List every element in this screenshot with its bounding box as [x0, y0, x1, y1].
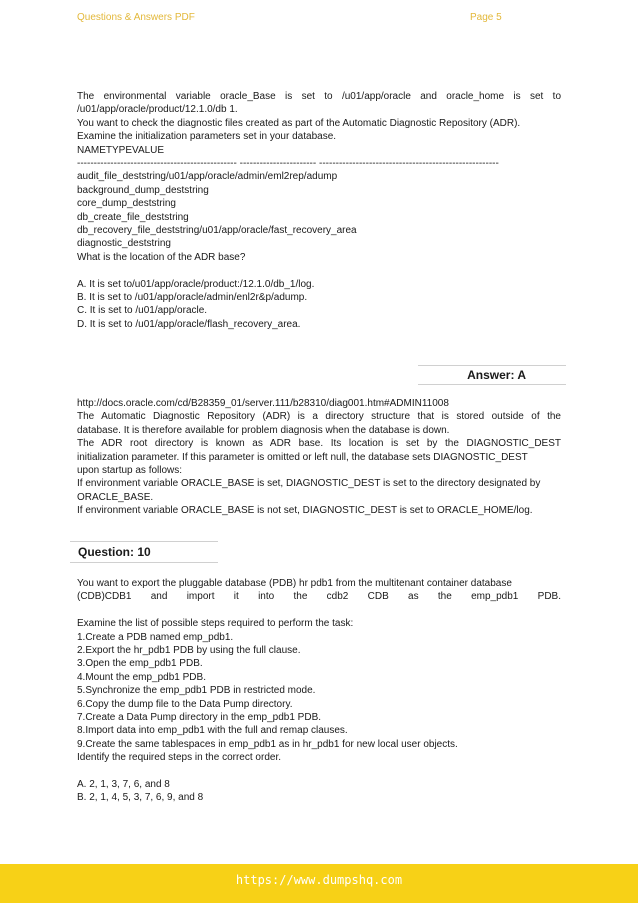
- question-text-line: (CDB)CDB1 and import it into the cdb2 CDB as the emp_pdb1 PDB.: [77, 591, 561, 603]
- step-item: 5.Synchronize the emp_pdb1 PDB in restricted mode.: [77, 685, 316, 697]
- question-10-heading-box: [70, 541, 218, 563]
- step-item: 6.Copy the dump file to the Data Pump directory.: [77, 698, 293, 710]
- question-prompt: What is the location of the ADR base?: [77, 251, 246, 263]
- step-item: 4.Mount the emp_pdb1 PDB.: [77, 671, 206, 683]
- option-c: C. It is set to /u01/app/oracle.: [77, 305, 208, 317]
- explanation-line: If environment variable ORACLE_BASE is set, DIAGNOSTIC_DEST is set to the directory designated by: [77, 478, 541, 490]
- table-row: diagnostic_deststring: [77, 238, 171, 250]
- step-item: 1.Create a PDB named emp_pdb1.: [77, 631, 234, 643]
- explanation-line: The ADR root directory is known as ADR base. Its location is set by the DIAGNOSTIC_DEST: [77, 438, 561, 450]
- footer-bar: [0, 864, 638, 903]
- step-item: 9.Create the same tablespaces in emp_pdb1 as in hr_pdb1 for new local user objects.: [77, 738, 458, 750]
- question-9-body: [77, 90, 561, 331]
- answer-label: Answer: A: [467, 368, 526, 382]
- table-row: core_dump_deststring: [77, 198, 176, 210]
- table-row: db_recovery_file_deststring/u01/app/oracle/fast_recovery_area: [77, 225, 357, 237]
- footer-link[interactable]: https://www.dumpshq.com: [235, 873, 403, 887]
- page-number: Page 5: [470, 12, 502, 23]
- step-item: 2.Export the hr_pdb1 PDB by using the full clause.: [77, 645, 301, 657]
- table-row: audit_file_deststring/u01/app/oracle/admin/eml2rep/adump: [77, 171, 338, 183]
- question-text-line: Examine the initialization parameters set in your database.: [77, 131, 337, 143]
- question-text-line: /u01/app/oracle/product/12.1.0/db 1.: [77, 104, 238, 116]
- option-b: B. It is set to /u01/app/oracle/admin/enl2r&p/adump.: [77, 292, 308, 304]
- explanation-body: [77, 397, 561, 518]
- option-b: B. 2, 1, 4, 5, 3, 7, 6, 9, and 8: [77, 792, 204, 804]
- question-prompt: Identify the required steps in the correct order.: [77, 752, 281, 764]
- explanation-line: ORACLE_BASE.: [77, 491, 154, 503]
- explanation-line: upon startup as follows:: [77, 465, 183, 477]
- table-separator: ------------------------------------------------ ----------------------- ------------------------------------------------------: [77, 158, 499, 170]
- option-a: A. It is set to/u01/app/oracle/product:/12.1.0/db_1/log.: [77, 278, 315, 290]
- question-10-body: [77, 577, 561, 805]
- question-text-line: You want to check the diagnostic files created as part of the Automatic Diagnostic Repository (ADR).: [77, 117, 521, 129]
- table-row: db_create_file_deststring: [77, 211, 189, 223]
- table-header: NAMETYPEVALUE: [77, 144, 165, 156]
- explanation-line: The Automatic Diagnostic Repository (ADR) is a directory structure that is stored outside of the: [77, 411, 561, 423]
- reference-link: http://docs.oracle.com/cd/B28359_01/server.111/b28310/diag001.htm#ADMIN11008: [77, 398, 449, 409]
- step-item: 8.Import data into emp_pdb1 with the full and remap clauses.: [77, 725, 348, 737]
- question-text-line: You want to export the pluggable database (PDB) hr pdb1 from the multitenant container database: [77, 578, 512, 589]
- table-row: background_dump_deststring: [77, 184, 209, 196]
- option-d: D. It is set to /u01/app/oracle/flash_recovery_area.: [77, 318, 301, 330]
- explanation-line: database. It is therefore available for problem diagnosis when the database is down.: [77, 424, 450, 436]
- question-heading: Question: 10: [78, 545, 151, 559]
- question-text-line: Examine the list of possible steps required to perform the task:: [77, 618, 354, 630]
- answer-box: [418, 365, 566, 385]
- explanation-line: initialization parameter. If this parameter is omitted or left null, the database sets DIAGNOSTIC_DEST: [77, 451, 528, 463]
- explanation-line: If environment variable ORACLE_BASE is not set, DIAGNOSTIC_DEST is set to ORACLE_HOME/log.: [77, 505, 533, 517]
- header-title: Questions & Answers PDF: [77, 12, 195, 23]
- step-item: 7.Create a Data Pump directory in the emp_pdb1 PDB.: [77, 712, 322, 724]
- option-a: A. 2, 1, 3, 7, 6, and 8: [77, 779, 170, 791]
- step-item: 3.Open the emp_pdb1 PDB.: [77, 658, 203, 670]
- question-text-line: The environmental variable oracle_Base is set to /u01/app/oracle and oracle_home is set to: [77, 91, 561, 102]
